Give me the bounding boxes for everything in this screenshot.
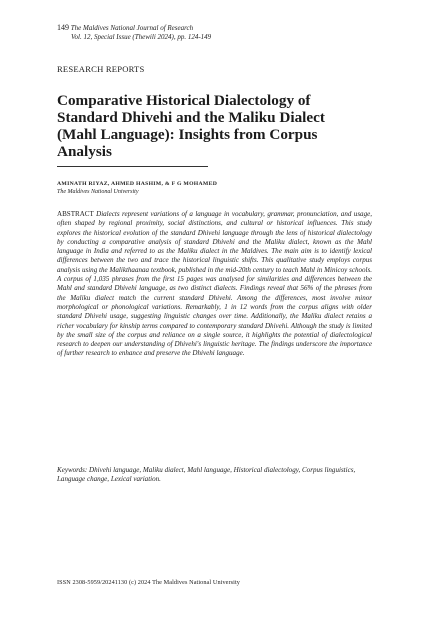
keywords-list: Dhivehi language, Maliku dialect, Mahl language, Historical dialectology, Corpus linguistics, Language change, Lexical variation. — [57, 466, 356, 484]
author-affiliation: The Maldives National University — [57, 189, 139, 195]
title-divider — [57, 166, 208, 167]
abstract-label: ABSTRACT — [57, 210, 94, 218]
issn-footer: ISSN 2308-5959/20241130 (c) 2024 The Maldives National University — [57, 579, 240, 586]
article-title: Comparative Historical Dialectology of Standard Dhivehi and the Maliku Dialect (Mahl Language): Insights from Corpus Analysis — [57, 92, 325, 160]
keywords — [57, 466, 372, 485]
running-header — [57, 23, 211, 42]
volume-info: Vol. 12, Special Issue (Thewili 2024), pp. 124-149 — [71, 33, 212, 41]
journal-name: The Maldives National Journal of Research — [70, 24, 194, 32]
section-label: RESEARCH REPORTS — [57, 64, 145, 74]
page-number: 149 — [57, 23, 69, 32]
abstract — [57, 210, 372, 359]
author-list: AMINATH RIYAZ, AHMED HASHIM, & F G MOHAMED — [57, 181, 218, 187]
keywords-label: Keywords: — [57, 466, 88, 474]
abstract-body: Dialects represent variations of a language in vocabulary, grammar, pronunciation, and usage, often shaped by regional proximity, social distinctions, and cultural or historical influences. This study explores the historical evolution of the standard Dhivehi language through the lens of historical dialectology by conducting a comparative analysis of standard Dhivehi and the Maliku dialect, known as the Mahl language in India and referred to as the Maliku dialect in the Maldives. The main aim is to identify lexical differences between the two and trace the historical linguistic shifts. This qualitative study employs corpus analysis using the Malikthaanaa textbook, published in the mid-20th century to teach Mahl in Minicoy schools. A corpus of 1,035 phrases from the first 15 pages was analysed for similarities and differences between the Mahl and standard Dhivehi language, as two distinct dialects. Findings reveal that 56% of the phrases from the Maliku dialect match the current standard Dhivehi. Among the differences, most involve minor morphological or phonological variations. Remarkably, 1 in 12 words from the corpus aligns with older standard Dhivehi usage, suggesting linguistic changes over time. Additionally, the Maliku dialect retains a richer vocabulary for kinship terms compared to contemporary standard Dhivehi. Although the study is limited by the small size of the corpus and reliance on a single source, it highlights the potential of dialectological research to deepen our understanding of Dhivehi's linguistic heritage. The findings underscore the importance of further research to enhance and preserve the Dhivehi language. — [57, 210, 372, 358]
